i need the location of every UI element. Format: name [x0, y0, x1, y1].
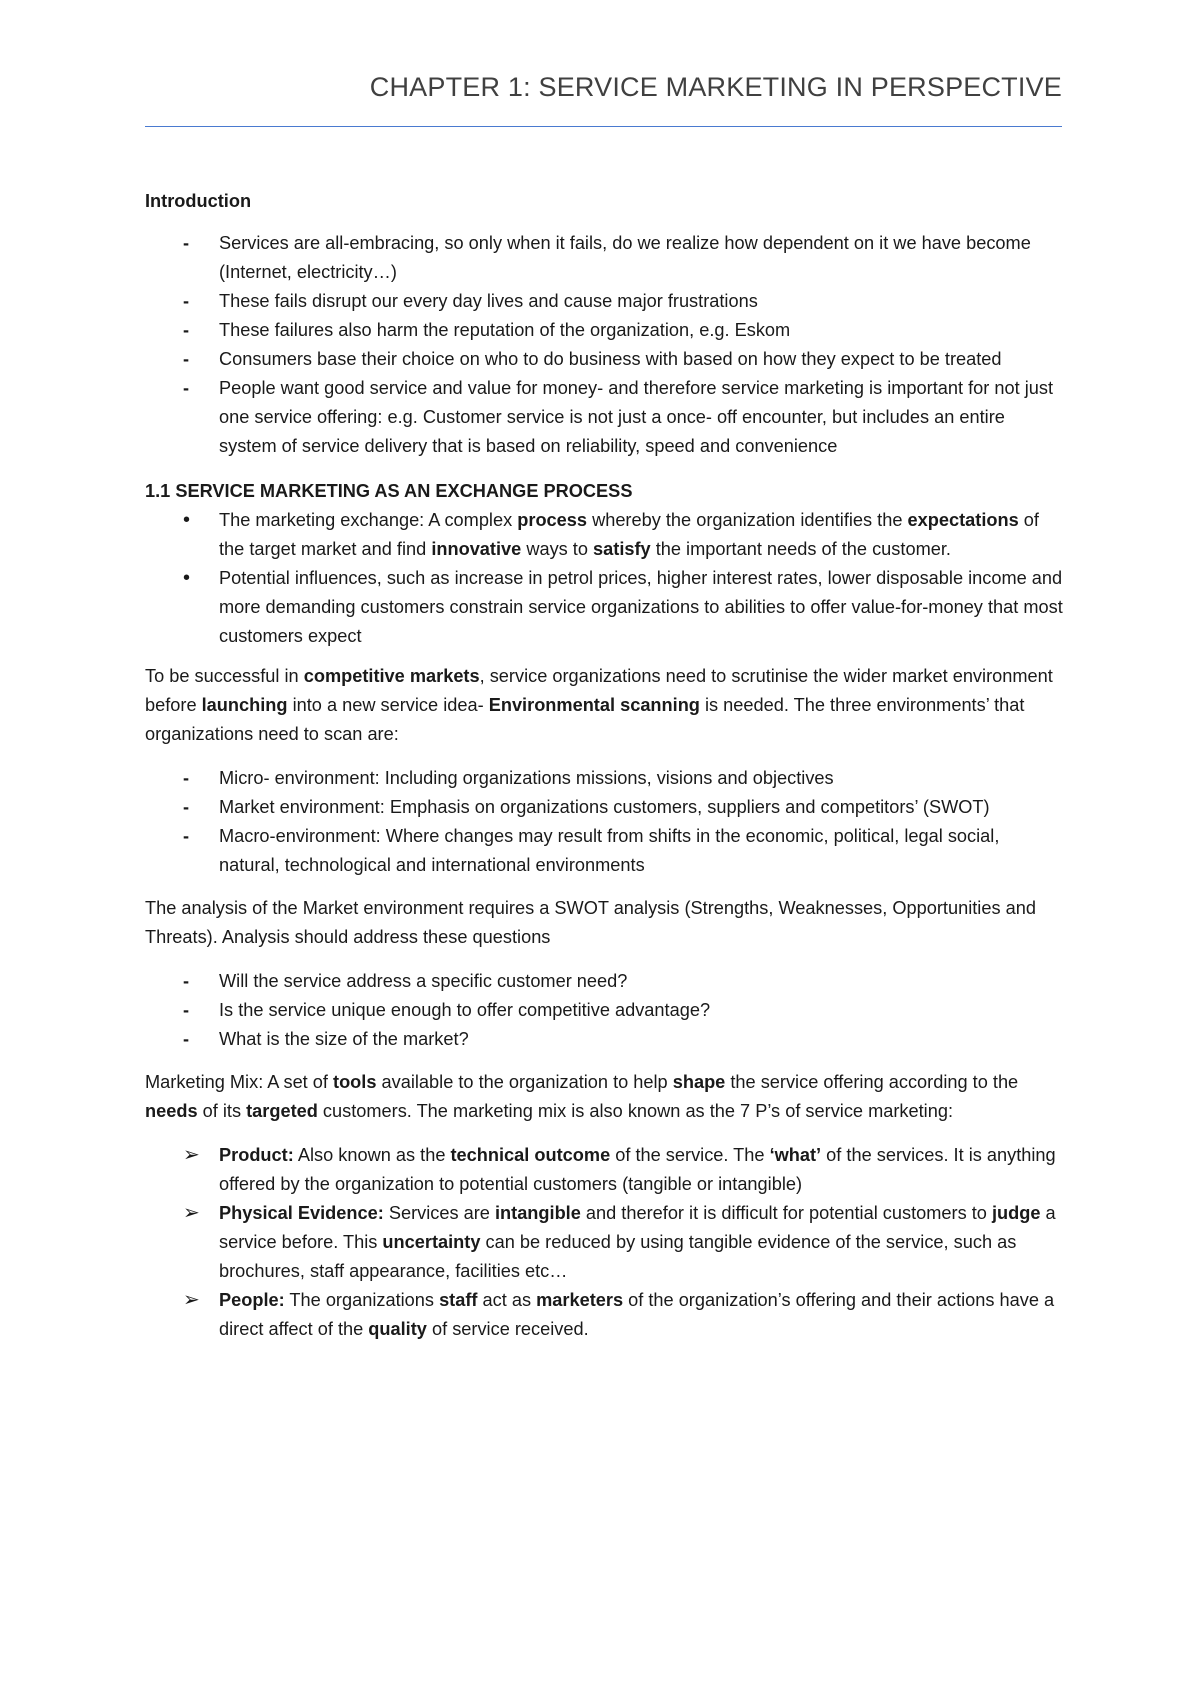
list-item: - People want good service and value for money- and therefore service marketing is important for not just one service offering: e.g. Customer service is not just a once- off encounter, but includes an entire system of service delivery that is based on reliability, speed and convenience [145, 374, 1065, 461]
bullet-dot-icon [183, 506, 207, 535]
list-item: - Consumers base their choice on who to do business with based on how they expect to be treated [145, 345, 1065, 374]
list-item: - These fails disrupt our every day lives and cause major frustrations [145, 287, 1065, 316]
intro-heading: Introduction [145, 191, 252, 211]
paragraph-scanning: To be successful in competitive markets, service organizations need to scrutinise the wider market environment before launching into a new service idea- Environmental scanning is needed. The three environments’ that organizations need to scan are: [145, 666, 1053, 744]
list-item: - What is the size of the market? [145, 1025, 1065, 1054]
list-item-text: The marketing exchange: A complex process whereby the organization identifies the expectations of the target market and find innovative ways to satisfy the important needs of the customer. [219, 510, 1039, 559]
list-item: - Will the service address a specific customer need? [145, 967, 1065, 996]
list-item: - Market environment: Emphasis on organizations customers, suppliers and competitors’ (SWOT) [145, 793, 1065, 822]
list-item [145, 1199, 1065, 1286]
questions-list [145, 967, 1065, 1054]
dash-bullet-icon [183, 374, 207, 403]
list-item [145, 506, 1065, 564]
list-item-text: People: The organizations staff act as marketers of the organization’s offering and their actions have a direct affect of the quality of service received. [219, 1290, 1055, 1339]
dash-bullet-icon [183, 229, 207, 258]
exchange-list [145, 506, 1065, 651]
environments-list [145, 764, 1065, 880]
dash-bullet-icon [183, 345, 207, 374]
document-body [145, 187, 1065, 1344]
chapter-title: CHAPTER 1: SERVICE MARKETING IN PERSPECTIVE [369, 72, 1062, 102]
list-item: - Is the service unique enough to offer competitive advantage? [145, 996, 1065, 1025]
dash-bullet-icon [183, 793, 207, 822]
bullet-dot-icon [183, 564, 207, 593]
header-rule [145, 126, 1062, 127]
list-item: • Potential influences, such as increase in petrol prices, higher interest rates, lower disposable income and more demanding customers constrain service organizations to abilities to offer value-for-money that most customers expect [145, 564, 1065, 651]
paragraph-marketing-mix: Marketing Mix: A set of tools available to the organization to help shape the service offering according to the needs of its targeted customers. The marketing mix is also known as the 7 P’s of service marketing: [145, 1072, 1019, 1121]
paragraph-swot: The analysis of the Market environment requires a SWOT analysis (Strengths, Weaknesses, Opportunities and Threats). Analysis should address these questions [145, 898, 1036, 947]
dash-bullet-icon [183, 822, 207, 851]
list-item-text: Physical Evidence: Services are intangible and therefor it is difficult for potential customers to judge a service before. This uncertainty can be reduced by using tangible evidence of the service, such as brochures, staff appearance, facilities etc… [219, 1203, 1056, 1281]
list-item [145, 1141, 1065, 1199]
arrowhead-bullet-icon [183, 1141, 207, 1170]
dash-bullet-icon [183, 316, 207, 345]
dash-bullet-icon [183, 287, 207, 316]
list-item [145, 1286, 1065, 1344]
arrowhead-bullet-icon [183, 1199, 207, 1228]
list-item: - Services are all-embracing, so only when it fails, do we realize how dependent on it we have become (Internet, electricity…) [145, 229, 1065, 287]
arrowhead-bullet-icon [183, 1286, 207, 1315]
dash-bullet-icon [183, 967, 207, 996]
list-item: - These failures also harm the reputation of the organization, e.g. Eskom [145, 316, 1065, 345]
list-item: - Micro- environment: Including organizations missions, visions and objectives [145, 764, 1065, 793]
seven-ps-list [145, 1141, 1065, 1344]
list-item: - Macro-environment: Where changes may result from shifts in the economic, political, legal social, natural, technological and international environments [145, 822, 1065, 880]
section-heading: 1.1 SERVICE MARKETING AS AN EXCHANGE PROCESS [145, 481, 633, 501]
dash-bullet-icon [183, 764, 207, 793]
dash-bullet-icon [183, 996, 207, 1025]
intro-list [145, 229, 1065, 461]
dash-bullet-icon [183, 1025, 207, 1054]
list-item-text: Product: Also known as the technical outcome of the service. The ‘what’ of the services. It is anything offered by the organization to potential customers (tangible or intangible) [219, 1145, 1056, 1194]
